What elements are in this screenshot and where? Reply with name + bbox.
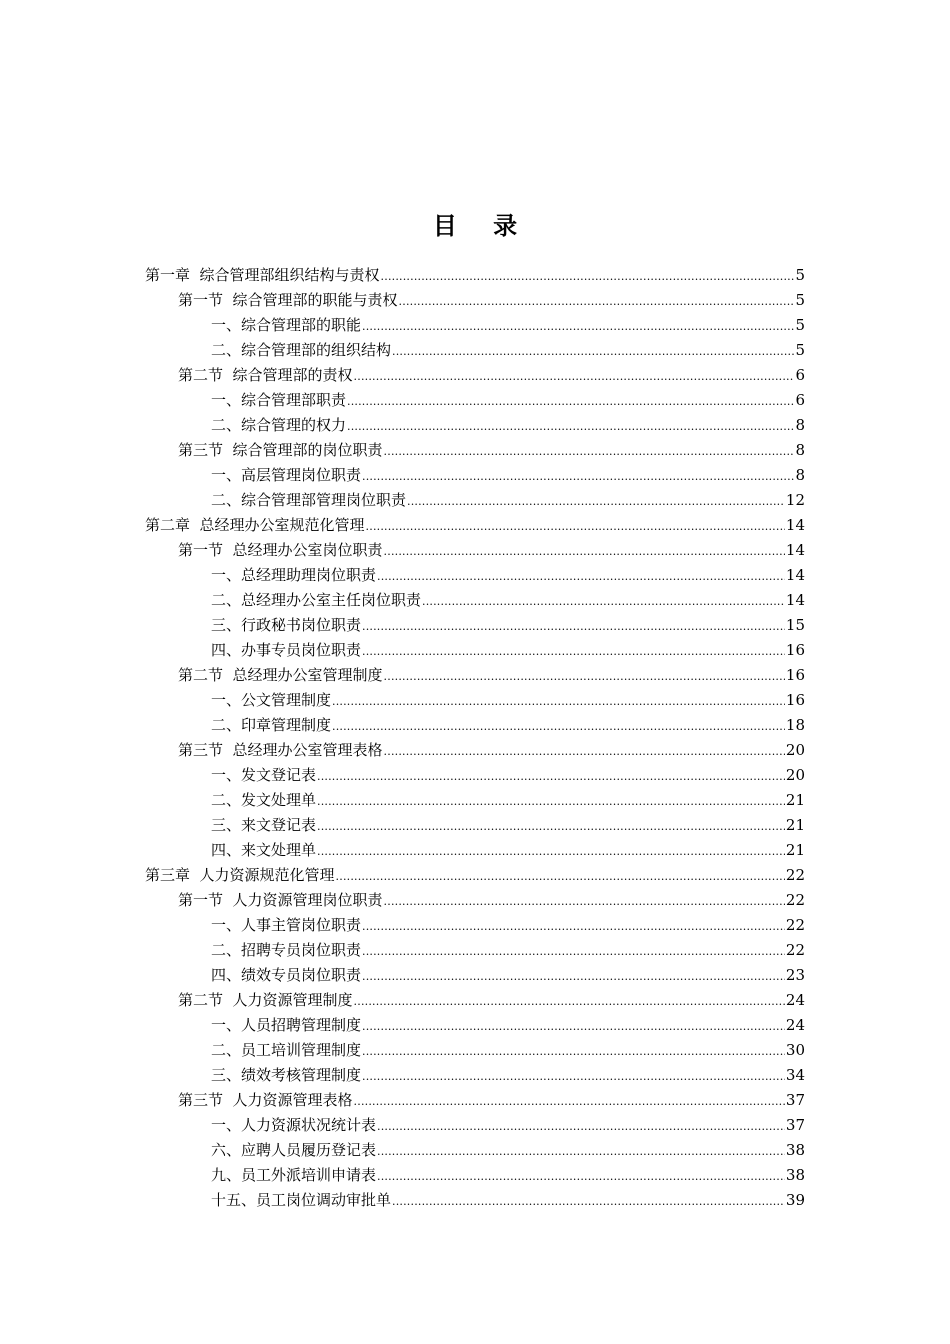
dot-leader bbox=[354, 1089, 785, 1114]
toc-entry[interactable] bbox=[178, 1088, 805, 1113]
toc-entry-page: 22 bbox=[785, 866, 805, 884]
dot-leader bbox=[332, 714, 785, 739]
toc-entry[interactable] bbox=[211, 563, 805, 588]
toc-entry-label: 一、人力资源状况统计表 bbox=[211, 1116, 377, 1134]
dot-leader bbox=[347, 389, 794, 414]
toc-entry-page: 12 bbox=[785, 491, 805, 509]
dot-leader bbox=[384, 889, 785, 914]
toc-entry-page: 37 bbox=[785, 1091, 805, 1109]
toc-entry[interactable] bbox=[145, 263, 805, 288]
dot-leader bbox=[422, 589, 785, 614]
toc-entry-page: 6 bbox=[795, 366, 805, 384]
toc-entry-page: 5 bbox=[795, 266, 805, 284]
toc-entry[interactable] bbox=[211, 413, 805, 438]
dot-leader bbox=[362, 614, 785, 639]
toc-entry[interactable] bbox=[211, 613, 805, 638]
toc-entry[interactable] bbox=[211, 1188, 805, 1213]
toc-entry[interactable] bbox=[211, 1138, 805, 1163]
toc-entry-page: 21 bbox=[785, 816, 805, 834]
toc-entry[interactable] bbox=[211, 488, 805, 513]
toc-entry-label: 第一节 总经理办公室岗位职责 bbox=[178, 541, 383, 559]
dot-leader bbox=[362, 1039, 785, 1064]
toc-entry-label: 一、发文登记表 bbox=[211, 766, 317, 784]
toc-entry[interactable] bbox=[178, 538, 805, 563]
dot-leader bbox=[384, 439, 795, 464]
toc-entry-page: 8 bbox=[795, 466, 805, 484]
toc-entry-label: 六、应聘人员履历登记表 bbox=[211, 1141, 377, 1159]
dot-leader bbox=[362, 464, 794, 489]
toc-entry[interactable] bbox=[145, 513, 805, 538]
toc-entry-page: 8 bbox=[795, 441, 805, 459]
toc-entry-page: 16 bbox=[785, 666, 805, 684]
toc-entry-label: 三、行政秘书岗位职责 bbox=[211, 616, 362, 634]
toc-title: 目 录 bbox=[432, 211, 532, 240]
toc-entry-page: 15 bbox=[785, 616, 805, 634]
toc-entry-label: 十五、员工岗位调动审批单 bbox=[211, 1191, 392, 1209]
toc-entry-label: 四、来文处理单 bbox=[211, 841, 317, 859]
toc-entry-label: 第二章 总经理办公室规范化管理 bbox=[145, 516, 365, 534]
toc-entry-page: 5 bbox=[795, 341, 805, 359]
toc-entry-page: 8 bbox=[795, 416, 805, 434]
dot-leader bbox=[381, 264, 795, 289]
dot-leader bbox=[377, 1164, 785, 1189]
dot-leader bbox=[384, 539, 785, 564]
toc-entry[interactable] bbox=[178, 288, 805, 313]
dot-leader bbox=[362, 1014, 785, 1039]
toc-entry-page: 20 bbox=[785, 766, 805, 784]
toc-entry-label: 第一章 综合管理部组织结构与责权 bbox=[145, 266, 380, 284]
toc-entry[interactable] bbox=[211, 838, 805, 863]
toc-entry[interactable] bbox=[178, 988, 805, 1013]
dot-leader bbox=[317, 764, 785, 789]
toc-entry-page: 24 bbox=[785, 1016, 805, 1034]
toc-entry-page: 24 bbox=[785, 991, 805, 1009]
toc-entry-label: 一、人员招聘管理制度 bbox=[211, 1016, 362, 1034]
toc-entry-label: 第二节 人力资源管理制度 bbox=[178, 991, 353, 1009]
toc-entry[interactable] bbox=[211, 463, 805, 488]
toc-entry[interactable] bbox=[211, 1113, 805, 1138]
toc-entry-page: 22 bbox=[785, 916, 805, 934]
toc-entry-page: 21 bbox=[785, 791, 805, 809]
toc-entry-label: 一、总经理助理岗位职责 bbox=[211, 566, 377, 584]
toc-entry-page: 21 bbox=[785, 841, 805, 859]
toc-entry-label: 第三节 人力资源管理表格 bbox=[178, 1091, 353, 1109]
toc-entry[interactable] bbox=[211, 963, 805, 988]
toc-entry-label: 第三章 人力资源规范化管理 bbox=[145, 866, 335, 884]
toc-entry-label: 三、来文登记表 bbox=[211, 816, 317, 834]
toc-entry-page: 5 bbox=[795, 291, 805, 309]
toc-entry[interactable] bbox=[211, 638, 805, 663]
toc-entry-page: 39 bbox=[785, 1191, 805, 1209]
toc-entry[interactable] bbox=[211, 688, 805, 713]
dot-leader bbox=[392, 1189, 785, 1214]
toc-entry-page: 22 bbox=[785, 891, 805, 909]
toc-entry[interactable] bbox=[211, 313, 805, 338]
dot-leader bbox=[377, 1139, 785, 1164]
dot-leader bbox=[384, 664, 785, 689]
toc-entry[interactable] bbox=[211, 1063, 805, 1088]
toc-entry-page: 20 bbox=[785, 741, 805, 759]
dot-leader bbox=[392, 339, 794, 364]
toc-entry-page: 38 bbox=[785, 1141, 805, 1159]
toc-entry-label: 二、综合管理部管理岗位职责 bbox=[211, 491, 407, 509]
toc-entry-label: 二、综合管理部的组织结构 bbox=[211, 341, 392, 359]
toc-entry-label: 二、发文处理单 bbox=[211, 791, 317, 809]
toc-entry-label: 第一节 人力资源管理岗位职责 bbox=[178, 891, 383, 909]
toc-entry-page: 34 bbox=[785, 1066, 805, 1084]
toc-entry-page: 6 bbox=[795, 391, 805, 409]
toc-entry-label: 一、综合管理部职责 bbox=[211, 391, 347, 409]
toc-entry[interactable] bbox=[211, 713, 805, 738]
toc-entry-page: 38 bbox=[785, 1166, 805, 1184]
toc-entry[interactable] bbox=[178, 438, 805, 463]
toc-entry-label: 四、办事专员岗位职责 bbox=[211, 641, 362, 659]
dot-leader bbox=[377, 564, 785, 589]
dot-leader bbox=[354, 989, 785, 1014]
toc-entry-page: 14 bbox=[785, 541, 805, 559]
toc-entry[interactable] bbox=[211, 913, 805, 938]
dot-leader bbox=[362, 639, 785, 664]
toc-entry-label: 一、综合管理部的职能 bbox=[211, 316, 362, 334]
toc-entry-page: 30 bbox=[785, 1041, 805, 1059]
toc-entry-page: 14 bbox=[785, 591, 805, 609]
toc-entry[interactable] bbox=[211, 813, 805, 838]
dot-leader bbox=[362, 314, 794, 339]
toc-entry[interactable] bbox=[211, 763, 805, 788]
toc-entry[interactable] bbox=[211, 388, 805, 413]
dot-leader bbox=[317, 839, 785, 864]
toc-entry[interactable] bbox=[211, 1038, 805, 1063]
toc-entry[interactable] bbox=[178, 363, 805, 388]
toc-entry-page: 14 bbox=[785, 516, 805, 534]
dot-leader bbox=[362, 939, 785, 964]
toc-entry-label: 第一节 综合管理部的职能与责权 bbox=[178, 291, 398, 309]
dot-leader bbox=[362, 964, 785, 989]
toc-entry-label: 第三节 总经理办公室管理表格 bbox=[178, 741, 383, 759]
toc-entry-label: 三、绩效考核管理制度 bbox=[211, 1066, 362, 1084]
dot-leader bbox=[377, 1114, 785, 1139]
toc-entry-label: 四、绩效专员岗位职责 bbox=[211, 966, 362, 984]
dot-leader bbox=[317, 814, 785, 839]
toc-entry[interactable] bbox=[211, 788, 805, 813]
toc-entry[interactable] bbox=[211, 1163, 805, 1188]
toc-entry-page: 5 bbox=[795, 316, 805, 334]
toc-entry-page: 16 bbox=[785, 641, 805, 659]
toc-entry-label: 一、高层管理岗位职责 bbox=[211, 466, 362, 484]
toc-entry-label: 第二节 综合管理部的责权 bbox=[178, 366, 353, 384]
toc-entry-label: 第三节 综合管理部的岗位职责 bbox=[178, 441, 383, 459]
toc-entry-label: 一、人事主管岗位职责 bbox=[211, 916, 362, 934]
toc-entry[interactable] bbox=[211, 588, 805, 613]
toc-entry-page: 16 bbox=[785, 691, 805, 709]
dot-leader bbox=[384, 739, 785, 764]
toc-entry[interactable] bbox=[178, 888, 805, 913]
toc-entry[interactable] bbox=[211, 1013, 805, 1038]
dot-leader bbox=[347, 414, 794, 439]
toc-entry[interactable] bbox=[178, 663, 805, 688]
toc-entry[interactable] bbox=[145, 863, 805, 888]
toc-entry-page: 18 bbox=[785, 716, 805, 734]
dot-leader bbox=[407, 489, 785, 514]
dot-leader bbox=[399, 289, 795, 314]
dot-leader bbox=[336, 864, 785, 889]
toc-entry-label: 二、印章管理制度 bbox=[211, 716, 332, 734]
dot-leader bbox=[362, 1064, 785, 1089]
toc-entry-label: 第二节 总经理办公室管理制度 bbox=[178, 666, 383, 684]
toc-entry-page: 22 bbox=[785, 941, 805, 959]
dot-leader bbox=[317, 789, 785, 814]
toc-entry-label: 二、招聘专员岗位职责 bbox=[211, 941, 362, 959]
toc-entry-page: 23 bbox=[785, 966, 805, 984]
dot-leader bbox=[332, 689, 785, 714]
toc-entry-label: 二、总经理办公室主任岗位职责 bbox=[211, 591, 422, 609]
toc-entry[interactable] bbox=[211, 938, 805, 963]
dot-leader bbox=[366, 514, 785, 539]
toc-entry-label: 二、综合管理的权力 bbox=[211, 416, 347, 434]
dot-leader bbox=[362, 914, 785, 939]
dot-leader bbox=[354, 364, 795, 389]
toc-entry-page: 37 bbox=[785, 1116, 805, 1134]
toc-entry-label: 九、员工外派培训申请表 bbox=[211, 1166, 377, 1184]
toc-entry-label: 一、公文管理制度 bbox=[211, 691, 332, 709]
toc-entry-page: 14 bbox=[785, 566, 805, 584]
toc-entry[interactable] bbox=[211, 338, 805, 363]
toc-entry[interactable] bbox=[178, 738, 805, 763]
toc-entry-label: 二、员工培训管理制度 bbox=[211, 1041, 362, 1059]
